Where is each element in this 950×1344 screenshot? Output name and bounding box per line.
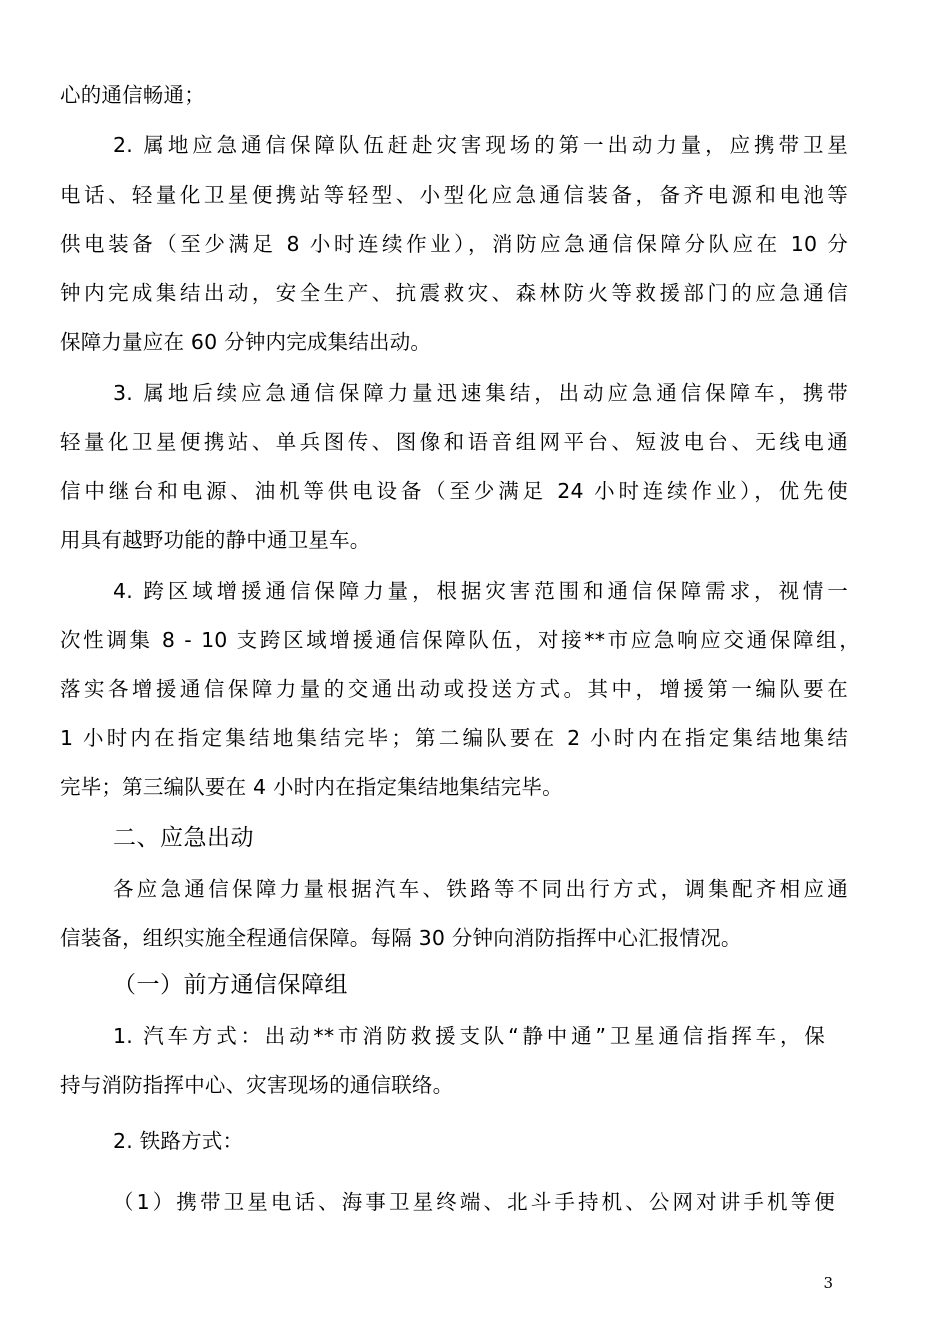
car-method-line-1: 1. 汽车方式：出动**市消防救援支队“静中通”卫星通信指挥车，保 bbox=[113, 1024, 825, 1048]
item-2-line-1: 2. 属地应急通信保障队伍赶赴灾害现场的第一出动力量，应携带卫星 bbox=[113, 133, 848, 157]
item-3-line-2: 轻量化卫星便携站、单兵图传、图像和语音组网平台、短波电台、无线电通 bbox=[60, 430, 848, 454]
subsection-heading: （一）前方通信保障组 bbox=[113, 972, 348, 998]
item-4-line-4: 1 小时内在指定集结地集结完毕；第二编队要在 2 小时内在指定集结地集结 bbox=[60, 726, 848, 750]
item-4-line-3: 落实各增援通信保障力量的交通出动或投送方式。其中，增援第一编队要在 bbox=[60, 677, 848, 701]
item-3-line-3: 信中继台和电源、油机等供电设备（至少满足 24 小时连续作业），优先使 bbox=[60, 479, 848, 503]
section-paragraph-line-2: 信装备，组织实施全程通信保障。每隔 30 分钟向消防指挥中心汇报情况。 bbox=[60, 926, 742, 950]
paragraph-continuation-line: 心的通信畅通； bbox=[60, 83, 205, 107]
rail-method-line: 2. 铁路方式： bbox=[113, 1129, 244, 1153]
item-4-line-1: 4. 跨区域增援通信保障力量，根据灾害范围和通信保障需求，视情一 bbox=[113, 579, 848, 603]
car-method-line-2: 持与消防指挥中心、灾害现场的通信联络。 bbox=[60, 1073, 454, 1097]
item-2-line-3: 供电装备（至少满足 8 小时连续作业），消防应急通信保障分队应在 10 分 bbox=[60, 232, 848, 256]
item-2-line-4: 钟内完成集结出动，安全生产、抗震救灾、森林防火等救援部门的应急通信 bbox=[60, 281, 848, 305]
item-3-line-4: 用具有越野功能的静中通卫星车。 bbox=[60, 528, 371, 552]
item-3-line-1: 3. 属地后续应急通信保障力量迅速集结，出动应急通信保障车，携带 bbox=[113, 381, 848, 405]
item-4-line-5: 完毕；第三编队要在 4 小时内在指定集结地集结完毕。 bbox=[60, 775, 563, 799]
section-paragraph-line-1: 各应急通信保障力量根据汽车、铁路等不同出行方式，调集配齐相应通 bbox=[113, 877, 848, 901]
item-2-line-2: 电话、轻量化卫星便携站等轻型、小型化应急通信装备，备齐电源和电池等 bbox=[60, 183, 848, 207]
rail-item-1-line: （1）携带卫星电话、海事卫星终端、北斗手持机、公网对讲手机等便 bbox=[113, 1190, 835, 1214]
section-heading: 二、应急出动 bbox=[113, 825, 254, 851]
item-4-line-2: 次性调集 8 - 10 支跨区域增援通信保障队伍，对接**市应急响应交通保障组， bbox=[60, 628, 860, 652]
page-number: 3 bbox=[823, 1274, 833, 1292]
item-2-line-5: 保障力量应在 60 分钟内完成集结出动。 bbox=[60, 330, 432, 354]
